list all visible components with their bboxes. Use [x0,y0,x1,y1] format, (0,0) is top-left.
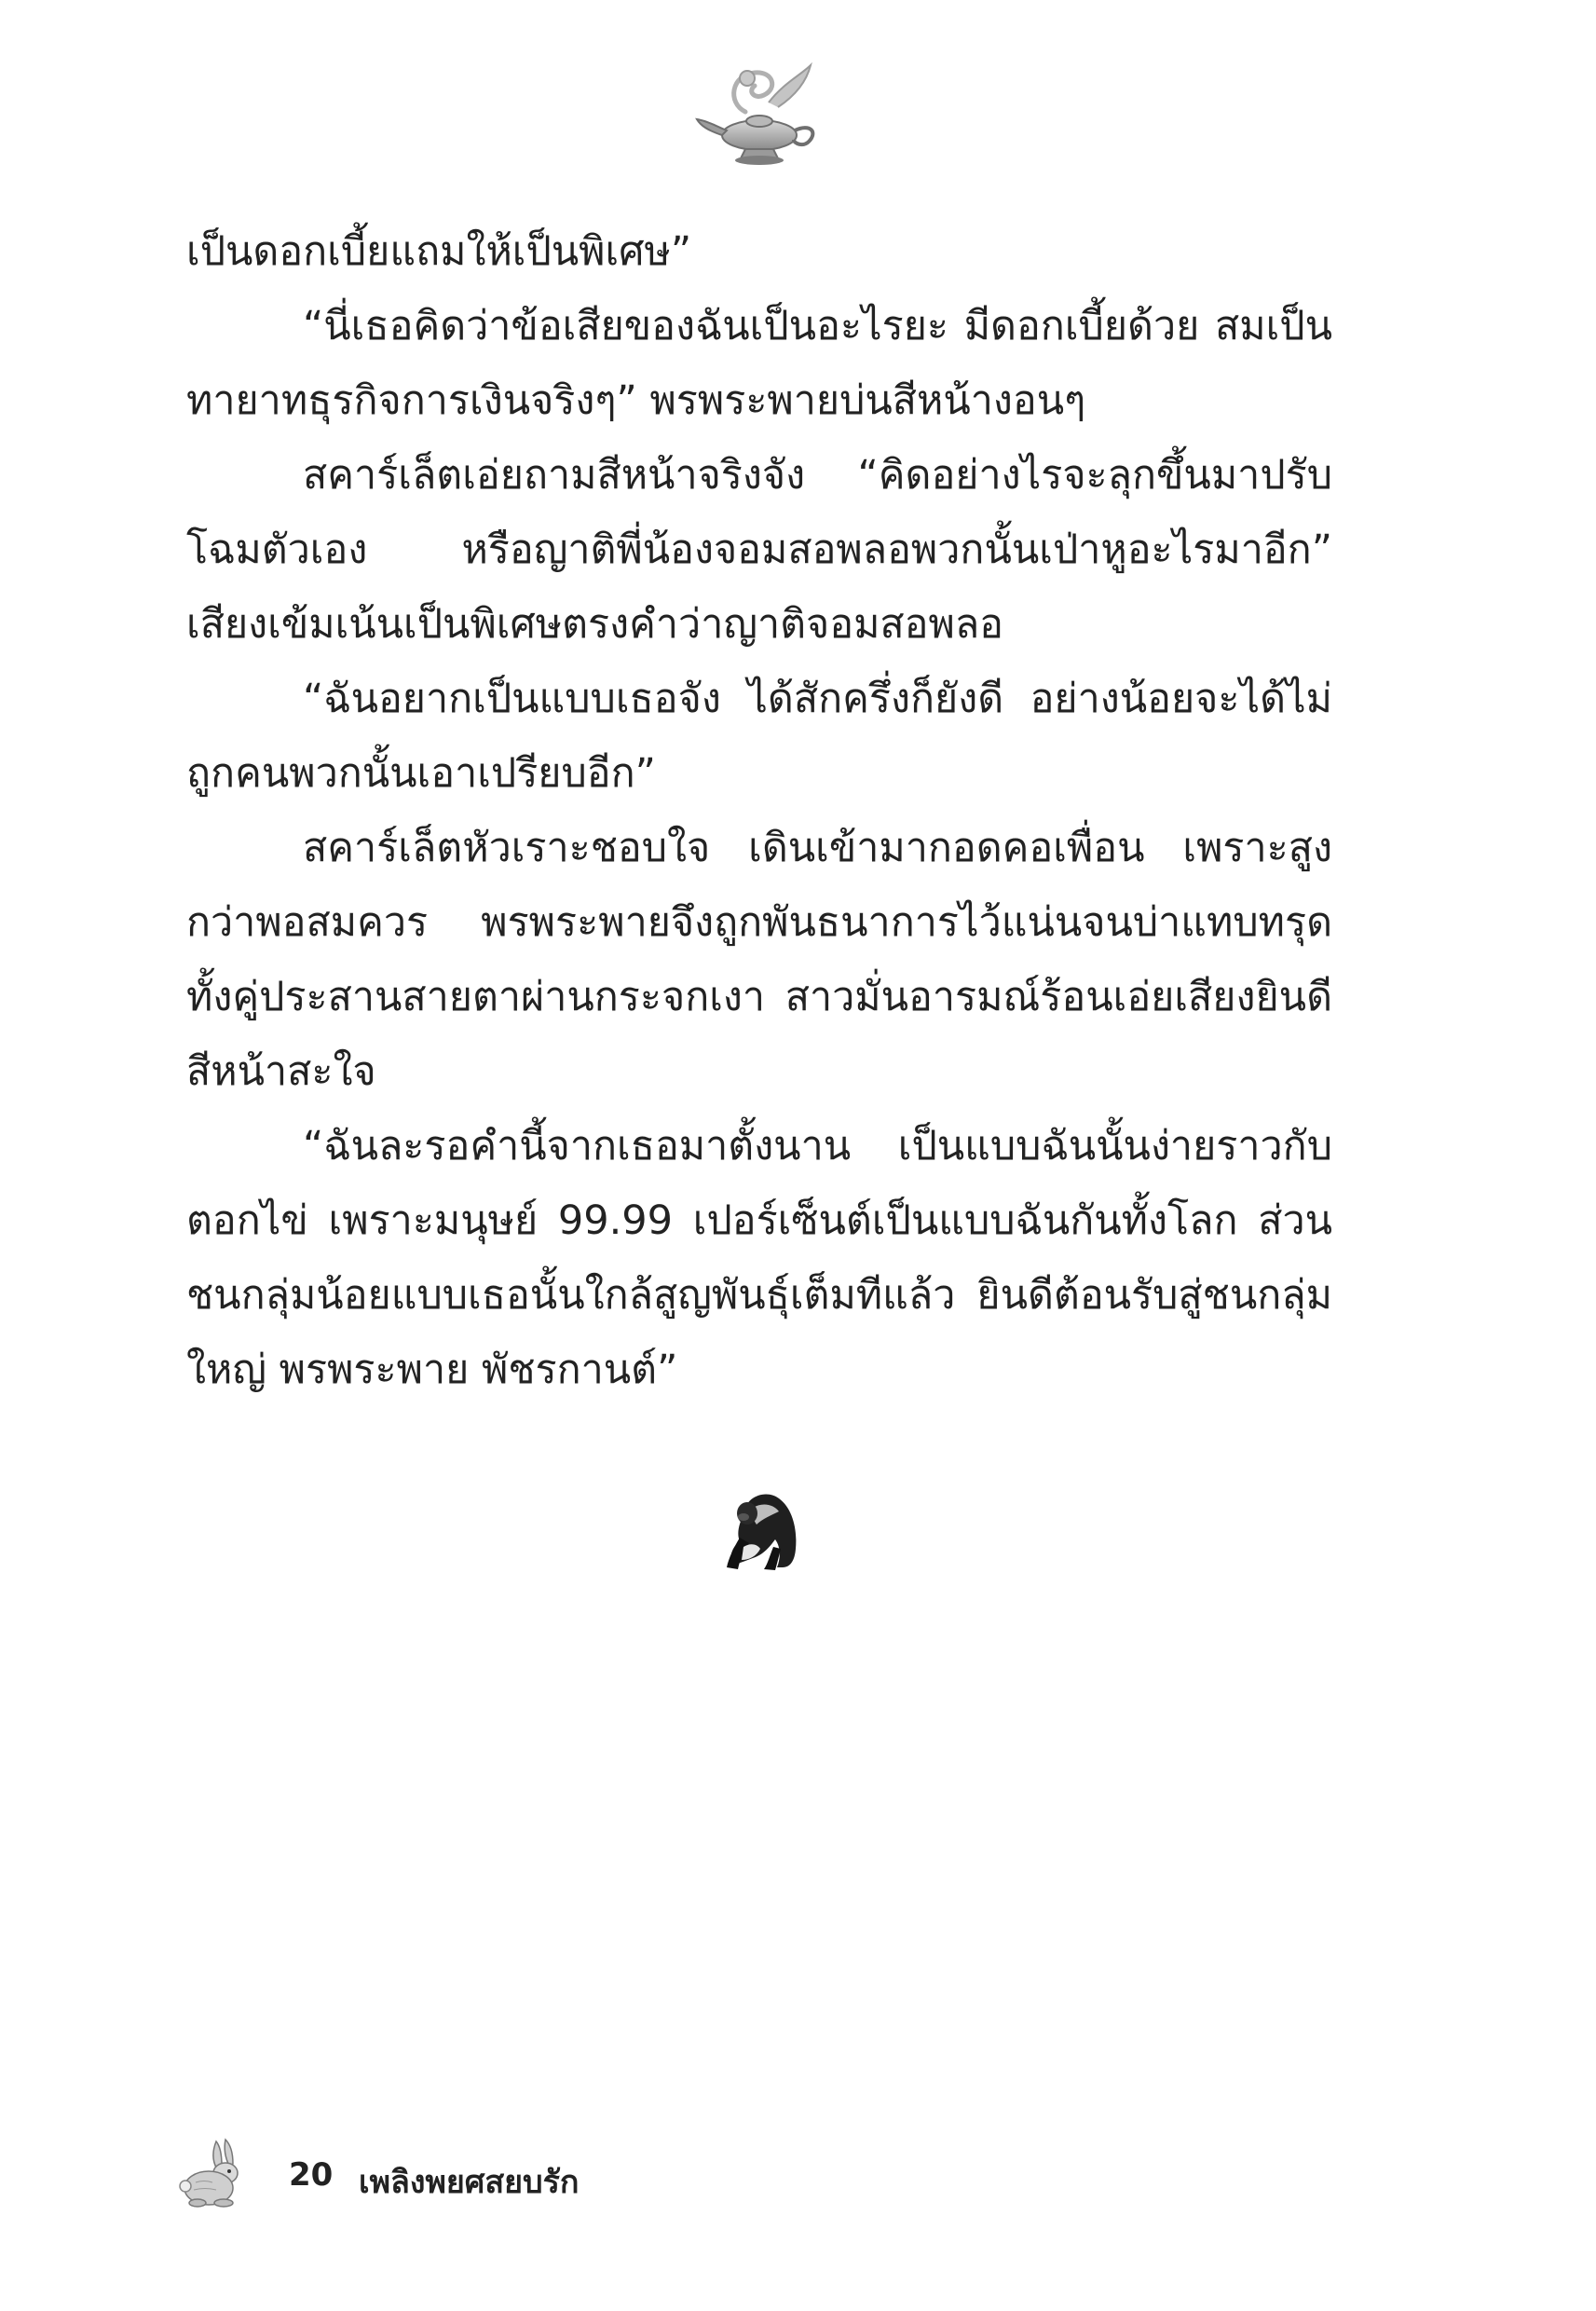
paragraph-2: “นี่เธอคิดว่าข้อเสียของฉันเป็นอะไรยะ มีดอกเบี้ยด้วย สมเป็นทายาทธุรกิจการเงินจริงๆ” พรพระพายบ่นสีหน้างอนๆ [186,303,1332,424]
genie-lamp-icon [689,56,829,177]
paragraph-5: สคาร์เล็ตหัวเราะชอบใจ เดินเข้ามากอดคอเพื่อน เพราะสูงกว่าพอสมควร พรพระพายจึงถูกพันธนาการไว้แน่นจนบ่าแทบทรุด ทั้งคู่ประสานสายตาผ่านกระจกเงา สาวมั่นอารมณ์ร้อนเอ่ยเสียงยินดีสีหน้าสะใจ [186,825,1332,1095]
rabbit-icon [177,2134,252,2208]
book-title: เพลิงพยศสยบรัก [359,2164,580,2201]
paragraph-1: เป็นดอกเบี้ยแถมให้เป็นพิเศษ” [186,228,692,275]
paragraph-4: “ฉันอยากเป็นแบบเธอจัง ได้สักครึ่งก็ยังดี อย่างน้อยจะได้ไม่ถูกคนพวกนั้นเอาเปรียบอีก” [186,676,1332,797]
paragraph-3: สคาร์เล็ตเอ่ยถามสีหน้าจริงจัง “คิดอย่างไรจะลุกขึ้นมาปรับโฉมตัวเอง หรือญาติพี่น้องจอมสอพลอพวกนั้นเป่าหูอะไรมาอีก” เสียงเข้มเน้นเป็นพิเศษตรงคำว่าญาติจอมสอพลอ [186,452,1332,648]
body-text [186,214,1332,1407]
paragraph-6: “ฉันละรอคำนี้จากเธอมาตั้งนาน เป็นแบบฉันนั้นง่ายราวกับตอกไข่ เพราะมนุษย์ 99.99 เปอร์เซ็นต์เป็นแบบฉันกันทั้งโลก ส่วนชนกลุ่มน้อยแบบเธอนั้นใกล้สูญพันธุ์เต็มทีแล้ว ยินดีต้อนรับสู่ชนกลุ่มใหญ่ พรพระพาย พัชรกานต์” [186,1123,1332,1393]
page-footer [177,2134,922,2208]
page-number: 20 [289,2156,334,2194]
gorilla-icon [716,1482,804,1575]
